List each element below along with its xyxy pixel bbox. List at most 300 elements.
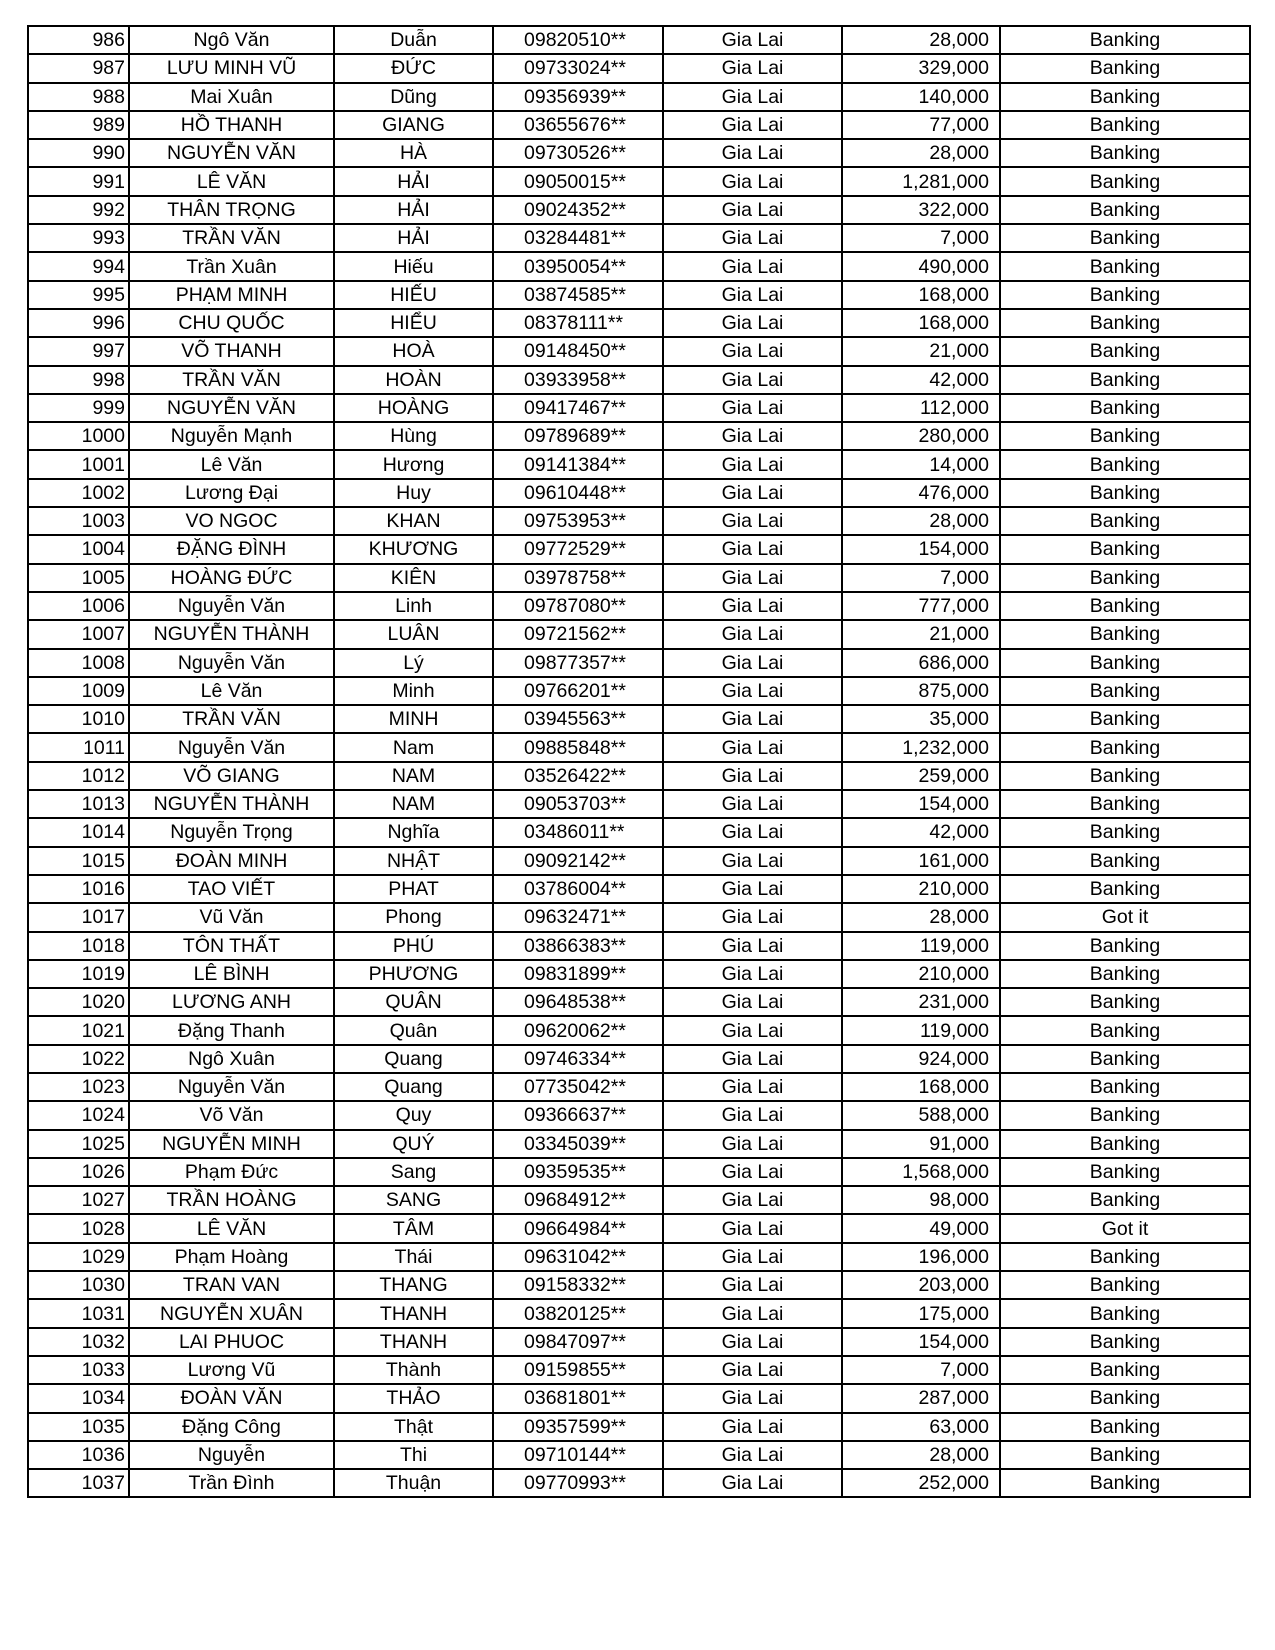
province-cell: Gia Lai — [663, 1158, 842, 1186]
province-cell: Gia Lai — [663, 932, 842, 960]
table-row — [28, 847, 1250, 875]
given-name-cell: Duẫn — [334, 26, 493, 54]
row-number: 1014 — [28, 818, 129, 846]
surname-cell: Mai Xuân — [129, 83, 334, 111]
row-number: 1031 — [28, 1299, 129, 1327]
phone-cell: 09746334** — [493, 1045, 663, 1073]
amount-cell: 1,281,000 — [842, 167, 1000, 195]
given-name-cell: QUÂN — [334, 988, 493, 1016]
phone-cell: 03526422** — [493, 762, 663, 790]
given-name-cell: Linh — [334, 592, 493, 620]
row-number: 1021 — [28, 1016, 129, 1044]
province-cell: Gia Lai — [663, 1130, 842, 1158]
surname-cell: VÕ THANH — [129, 337, 334, 365]
surname-cell: TRAN VAN — [129, 1271, 334, 1299]
payment-method-cell: Banking — [1000, 705, 1250, 733]
province-cell: Gia Lai — [663, 281, 842, 309]
province-cell: Gia Lai — [663, 337, 842, 365]
row-number: 989 — [28, 111, 129, 139]
table-row — [28, 875, 1250, 903]
table-row — [28, 252, 1250, 280]
row-number: 999 — [28, 394, 129, 422]
phone-cell: 09770993** — [493, 1469, 663, 1497]
amount-cell: 98,000 — [842, 1186, 1000, 1214]
payment-method-cell: Banking — [1000, 252, 1250, 280]
row-number: 1015 — [28, 847, 129, 875]
table-row — [28, 394, 1250, 422]
given-name-cell: HẢI — [334, 167, 493, 195]
row-number: 992 — [28, 196, 129, 224]
payment-method-cell: Banking — [1000, 1356, 1250, 1384]
given-name-cell: Phong — [334, 903, 493, 931]
amount-cell: 231,000 — [842, 988, 1000, 1016]
phone-cell: 09831899** — [493, 960, 663, 988]
payment-method-cell: Banking — [1000, 847, 1250, 875]
phone-cell: 09733024** — [493, 54, 663, 82]
amount-cell: 28,000 — [842, 507, 1000, 535]
province-cell: Gia Lai — [663, 1214, 842, 1242]
phone-cell: 09158332** — [493, 1271, 663, 1299]
surname-cell: Nguyễn Văn — [129, 733, 334, 761]
given-name-cell: Huy — [334, 479, 493, 507]
payment-method-cell: Banking — [1000, 1101, 1250, 1129]
amount-cell: 476,000 — [842, 479, 1000, 507]
phone-cell: 09885848** — [493, 733, 663, 761]
given-name-cell: THANG — [334, 1271, 493, 1299]
phone-cell: 09730526** — [493, 139, 663, 167]
amount-cell: 112,000 — [842, 394, 1000, 422]
table-row — [28, 1441, 1250, 1469]
province-cell: Gia Lai — [663, 1384, 842, 1412]
surname-cell: VO NGOC — [129, 507, 334, 535]
table-row — [28, 1413, 1250, 1441]
payment-method-cell: Banking — [1000, 762, 1250, 790]
phone-cell: 09141384** — [493, 450, 663, 478]
amount-cell: 154,000 — [842, 790, 1000, 818]
surname-cell: Lương Vũ — [129, 1356, 334, 1384]
province-cell: Gia Lai — [663, 167, 842, 195]
given-name-cell: PHƯƠNG — [334, 960, 493, 988]
phone-cell: 09753953** — [493, 507, 663, 535]
row-number: 1023 — [28, 1073, 129, 1101]
amount-cell: 35,000 — [842, 705, 1000, 733]
given-name-cell: NHẬT — [334, 847, 493, 875]
phone-cell: 03933958** — [493, 366, 663, 394]
row-number: 987 — [28, 54, 129, 82]
province-cell: Gia Lai — [663, 224, 842, 252]
phone-cell: 09772529** — [493, 535, 663, 563]
row-number: 1013 — [28, 790, 129, 818]
row-number: 1025 — [28, 1130, 129, 1158]
payment-method-cell: Banking — [1000, 479, 1250, 507]
given-name-cell: NAM — [334, 762, 493, 790]
row-number: 1012 — [28, 762, 129, 790]
surname-cell: Nguyễn — [129, 1441, 334, 1469]
province-cell: Gia Lai — [663, 111, 842, 139]
row-number: 1003 — [28, 507, 129, 535]
table-row — [28, 54, 1250, 82]
amount-cell: 196,000 — [842, 1243, 1000, 1271]
table-row — [28, 1384, 1250, 1412]
given-name-cell: HIỂU — [334, 309, 493, 337]
province-cell: Gia Lai — [663, 1045, 842, 1073]
province-cell: Gia Lai — [663, 83, 842, 111]
payment-method-cell: Banking — [1000, 1413, 1250, 1441]
row-number: 1017 — [28, 903, 129, 931]
given-name-cell: HOÀ — [334, 337, 493, 365]
amount-cell: 588,000 — [842, 1101, 1000, 1129]
surname-cell: LÊ VĂN — [129, 167, 334, 195]
row-number: 1037 — [28, 1469, 129, 1497]
surname-cell: Vũ Văn — [129, 903, 334, 931]
table-row — [28, 479, 1250, 507]
amount-cell: 175,000 — [842, 1299, 1000, 1327]
province-cell: Gia Lai — [663, 790, 842, 818]
amount-cell: 924,000 — [842, 1045, 1000, 1073]
amount-cell: 28,000 — [842, 26, 1000, 54]
table-row — [28, 677, 1250, 705]
province-cell: Gia Lai — [663, 592, 842, 620]
payment-method-cell: Banking — [1000, 677, 1250, 705]
province-cell: Gia Lai — [663, 139, 842, 167]
given-name-cell: SANG — [334, 1186, 493, 1214]
phone-cell: 09148450** — [493, 337, 663, 365]
payment-method-cell: Banking — [1000, 988, 1250, 1016]
amount-cell: 280,000 — [842, 422, 1000, 450]
given-name-cell: Quân — [334, 1016, 493, 1044]
table-row — [28, 988, 1250, 1016]
surname-cell: Đặng Thanh — [129, 1016, 334, 1044]
given-name-cell: LUÂN — [334, 620, 493, 648]
surname-cell: HOÀNG ĐỨC — [129, 564, 334, 592]
table-row — [28, 649, 1250, 677]
row-number: 995 — [28, 281, 129, 309]
table-row — [28, 1158, 1250, 1186]
amount-cell: 42,000 — [842, 818, 1000, 846]
payment-method-cell: Banking — [1000, 1045, 1250, 1073]
given-name-cell: Thái — [334, 1243, 493, 1271]
given-name-cell: HẢI — [334, 196, 493, 224]
amount-cell: 49,000 — [842, 1214, 1000, 1242]
table-row — [28, 1328, 1250, 1356]
phone-cell: 09877357** — [493, 649, 663, 677]
phone-cell: 09620062** — [493, 1016, 663, 1044]
phone-cell: 09632471** — [493, 903, 663, 931]
surname-cell: NGUYỄN MINH — [129, 1130, 334, 1158]
given-name-cell: ĐỨC — [334, 54, 493, 82]
table-row — [28, 139, 1250, 167]
given-name-cell: Sang — [334, 1158, 493, 1186]
province-cell: Gia Lai — [663, 309, 842, 337]
province-cell: Gia Lai — [663, 564, 842, 592]
payment-method-cell: Banking — [1000, 337, 1250, 365]
payment-method-cell: Banking — [1000, 649, 1250, 677]
province-cell: Gia Lai — [663, 366, 842, 394]
row-number: 994 — [28, 252, 129, 280]
province-cell: Gia Lai — [663, 479, 842, 507]
phone-cell: 09366637** — [493, 1101, 663, 1129]
table-row — [28, 1016, 1250, 1044]
table-row — [28, 450, 1250, 478]
table-row — [28, 1073, 1250, 1101]
phone-cell: 09789689** — [493, 422, 663, 450]
province-cell: Gia Lai — [663, 26, 842, 54]
payment-method-cell: Banking — [1000, 733, 1250, 761]
row-number: 1009 — [28, 677, 129, 705]
amount-cell: 287,000 — [842, 1384, 1000, 1412]
given-name-cell: QUÝ — [334, 1130, 493, 1158]
given-name-cell: Thật — [334, 1413, 493, 1441]
surname-cell: NGUYỄN XUÂN — [129, 1299, 334, 1327]
phone-cell: 03874585** — [493, 281, 663, 309]
phone-cell: 07735042** — [493, 1073, 663, 1101]
surname-cell: Nguyễn Trọng — [129, 818, 334, 846]
given-name-cell: HÀ — [334, 139, 493, 167]
table-row — [28, 1130, 1250, 1158]
row-number: 1027 — [28, 1186, 129, 1214]
payment-method-cell: Banking — [1000, 1243, 1250, 1271]
row-number: 1035 — [28, 1413, 129, 1441]
phone-cell: 09417467** — [493, 394, 663, 422]
province-cell: Gia Lai — [663, 507, 842, 535]
table-row — [28, 1356, 1250, 1384]
payment-method-cell: Banking — [1000, 564, 1250, 592]
province-cell: Gia Lai — [663, 1101, 842, 1129]
phone-cell: 09684912** — [493, 1186, 663, 1214]
province-cell: Gia Lai — [663, 422, 842, 450]
province-cell: Gia Lai — [663, 677, 842, 705]
phone-cell: 09787080** — [493, 592, 663, 620]
payment-method-cell: Banking — [1000, 83, 1250, 111]
row-number: 1011 — [28, 733, 129, 761]
given-name-cell: THANH — [334, 1299, 493, 1327]
province-cell: Gia Lai — [663, 762, 842, 790]
row-number: 1030 — [28, 1271, 129, 1299]
given-name-cell: KHAN — [334, 507, 493, 535]
surname-cell: TRẦN HOÀNG — [129, 1186, 334, 1214]
phone-cell: 08378111** — [493, 309, 663, 337]
given-name-cell: Lý — [334, 649, 493, 677]
table-row — [28, 507, 1250, 535]
surname-cell: Nguyễn Mạnh — [129, 422, 334, 450]
row-number: 1034 — [28, 1384, 129, 1412]
phone-cell: 09357599** — [493, 1413, 663, 1441]
amount-cell: 210,000 — [842, 875, 1000, 903]
amount-cell: 210,000 — [842, 960, 1000, 988]
payment-method-cell: Banking — [1000, 932, 1250, 960]
surname-cell: Lương Đại — [129, 479, 334, 507]
province-cell: Gia Lai — [663, 54, 842, 82]
table-row — [28, 337, 1250, 365]
payment-method-cell: Banking — [1000, 139, 1250, 167]
payment-method-cell: Banking — [1000, 196, 1250, 224]
surname-cell: LƯU MINH VŨ — [129, 54, 334, 82]
table-row — [28, 790, 1250, 818]
payment-method-cell: Banking — [1000, 1328, 1250, 1356]
table-row — [28, 422, 1250, 450]
payment-method-cell: Banking — [1000, 818, 1250, 846]
given-name-cell: Quang — [334, 1073, 493, 1101]
surname-cell: Ngô Xuân — [129, 1045, 334, 1073]
table-row — [28, 26, 1250, 54]
payment-method-cell: Banking — [1000, 1016, 1250, 1044]
amount-cell: 21,000 — [842, 337, 1000, 365]
province-cell: Gia Lai — [663, 1186, 842, 1214]
surname-cell: LÊ VĂN — [129, 1214, 334, 1242]
phone-cell: 09766201** — [493, 677, 663, 705]
payment-method-cell: Banking — [1000, 167, 1250, 195]
phone-cell: 09847097** — [493, 1328, 663, 1356]
surname-cell: Võ Văn — [129, 1101, 334, 1129]
row-number: 997 — [28, 337, 129, 365]
surname-cell: Phạm Đức — [129, 1158, 334, 1186]
surname-cell: TRẦN VĂN — [129, 705, 334, 733]
amount-cell: 203,000 — [842, 1271, 1000, 1299]
given-name-cell: Minh — [334, 677, 493, 705]
province-cell: Gia Lai — [663, 847, 842, 875]
row-number: 1033 — [28, 1356, 129, 1384]
payment-method-cell: Banking — [1000, 394, 1250, 422]
table-row — [28, 620, 1250, 648]
province-cell: Gia Lai — [663, 903, 842, 931]
surname-cell: Nguyễn Văn — [129, 592, 334, 620]
given-name-cell: Hùng — [334, 422, 493, 450]
surname-cell: ĐOÀN VĂN — [129, 1384, 334, 1412]
province-cell: Gia Lai — [663, 1073, 842, 1101]
row-number: 1029 — [28, 1243, 129, 1271]
surname-cell: PHẠM MINH — [129, 281, 334, 309]
payment-method-cell: Banking — [1000, 1130, 1250, 1158]
amount-cell: 322,000 — [842, 196, 1000, 224]
payment-method-cell: Banking — [1000, 875, 1250, 903]
surname-cell: HỒ THANH — [129, 111, 334, 139]
payment-method-cell: Banking — [1000, 1158, 1250, 1186]
amount-cell: 154,000 — [842, 535, 1000, 563]
row-number: 1004 — [28, 535, 129, 563]
payment-method-cell: Banking — [1000, 309, 1250, 337]
given-name-cell: Thuận — [334, 1469, 493, 1497]
province-cell: Gia Lai — [663, 1356, 842, 1384]
row-number: 1006 — [28, 592, 129, 620]
amount-cell: 119,000 — [842, 932, 1000, 960]
amount-cell: 14,000 — [842, 450, 1000, 478]
row-number: 1007 — [28, 620, 129, 648]
surname-cell: VÕ GIANG — [129, 762, 334, 790]
amount-cell: 168,000 — [842, 309, 1000, 337]
given-name-cell: Quang — [334, 1045, 493, 1073]
given-name-cell: Nam — [334, 733, 493, 761]
payment-method-cell: Banking — [1000, 1271, 1250, 1299]
payment-method-cell: Banking — [1000, 1469, 1250, 1497]
payment-method-cell: Banking — [1000, 790, 1250, 818]
surname-cell: Trần Xuân — [129, 252, 334, 280]
payment-method-cell: Banking — [1000, 366, 1250, 394]
amount-cell: 259,000 — [842, 762, 1000, 790]
province-cell: Gia Lai — [663, 960, 842, 988]
payment-method-cell: Banking — [1000, 54, 1250, 82]
province-cell: Gia Lai — [663, 394, 842, 422]
given-name-cell: Hiếu — [334, 252, 493, 280]
surname-cell: ĐOÀN MINH — [129, 847, 334, 875]
payment-method-cell: Got it — [1000, 903, 1250, 931]
given-name-cell: PHÚ — [334, 932, 493, 960]
payment-method-cell: Banking — [1000, 281, 1250, 309]
row-number: 1008 — [28, 649, 129, 677]
surname-cell: Lê Văn — [129, 450, 334, 478]
phone-cell: 03786004** — [493, 875, 663, 903]
payment-method-cell: Banking — [1000, 620, 1250, 648]
surname-cell: TAO VIẾT — [129, 875, 334, 903]
province-cell: Gia Lai — [663, 1271, 842, 1299]
table-row — [28, 564, 1250, 592]
province-cell: Gia Lai — [663, 988, 842, 1016]
amount-cell: 119,000 — [842, 1016, 1000, 1044]
province-cell: Gia Lai — [663, 252, 842, 280]
row-number: 998 — [28, 366, 129, 394]
table-row — [28, 196, 1250, 224]
surname-cell: LÊ BÌNH — [129, 960, 334, 988]
payment-method-cell: Banking — [1000, 224, 1250, 252]
given-name-cell: HIẾU — [334, 281, 493, 309]
table-row — [28, 1299, 1250, 1327]
payment-method-cell: Banking — [1000, 1073, 1250, 1101]
row-number: 990 — [28, 139, 129, 167]
phone-cell: 09721562** — [493, 620, 663, 648]
table-row — [28, 762, 1250, 790]
payment-method-cell: Banking — [1000, 592, 1250, 620]
province-cell: Gia Lai — [663, 450, 842, 478]
row-number: 1018 — [28, 932, 129, 960]
amount-cell: 490,000 — [842, 252, 1000, 280]
table-row — [28, 281, 1250, 309]
province-cell: Gia Lai — [663, 620, 842, 648]
table-row — [28, 366, 1250, 394]
row-number: 991 — [28, 167, 129, 195]
province-cell: Gia Lai — [663, 1441, 842, 1469]
payment-method-cell: Banking — [1000, 111, 1250, 139]
amount-cell: 161,000 — [842, 847, 1000, 875]
surname-cell: THÂN TRỌNG — [129, 196, 334, 224]
given-name-cell: TÂM — [334, 1214, 493, 1242]
surname-cell: Lê Văn — [129, 677, 334, 705]
surname-cell: Nguyễn Văn — [129, 649, 334, 677]
table-row — [28, 1186, 1250, 1214]
row-number: 1010 — [28, 705, 129, 733]
payment-method-cell: Got it — [1000, 1214, 1250, 1242]
surname-cell: NGUYỄN THÀNH — [129, 620, 334, 648]
province-cell: Gia Lai — [663, 1469, 842, 1497]
table-row — [28, 818, 1250, 846]
given-name-cell: GIANG — [334, 111, 493, 139]
amount-cell: 154,000 — [842, 1328, 1000, 1356]
phone-cell: 09664984** — [493, 1214, 663, 1242]
phone-cell: 03655676** — [493, 111, 663, 139]
surname-cell: Nguyễn Văn — [129, 1073, 334, 1101]
surname-cell: NGUYỄN VĂN — [129, 139, 334, 167]
phone-cell: 09359535** — [493, 1158, 663, 1186]
amount-cell: 329,000 — [842, 54, 1000, 82]
table-row — [28, 167, 1250, 195]
phone-cell: 03945563** — [493, 705, 663, 733]
row-number: 1028 — [28, 1214, 129, 1242]
phone-cell: 09820510** — [493, 26, 663, 54]
province-cell: Gia Lai — [663, 1413, 842, 1441]
row-number: 1022 — [28, 1045, 129, 1073]
row-number: 986 — [28, 26, 129, 54]
amount-cell: 686,000 — [842, 649, 1000, 677]
given-name-cell: HOÀN — [334, 366, 493, 394]
surname-cell: TRẦN VĂN — [129, 366, 334, 394]
